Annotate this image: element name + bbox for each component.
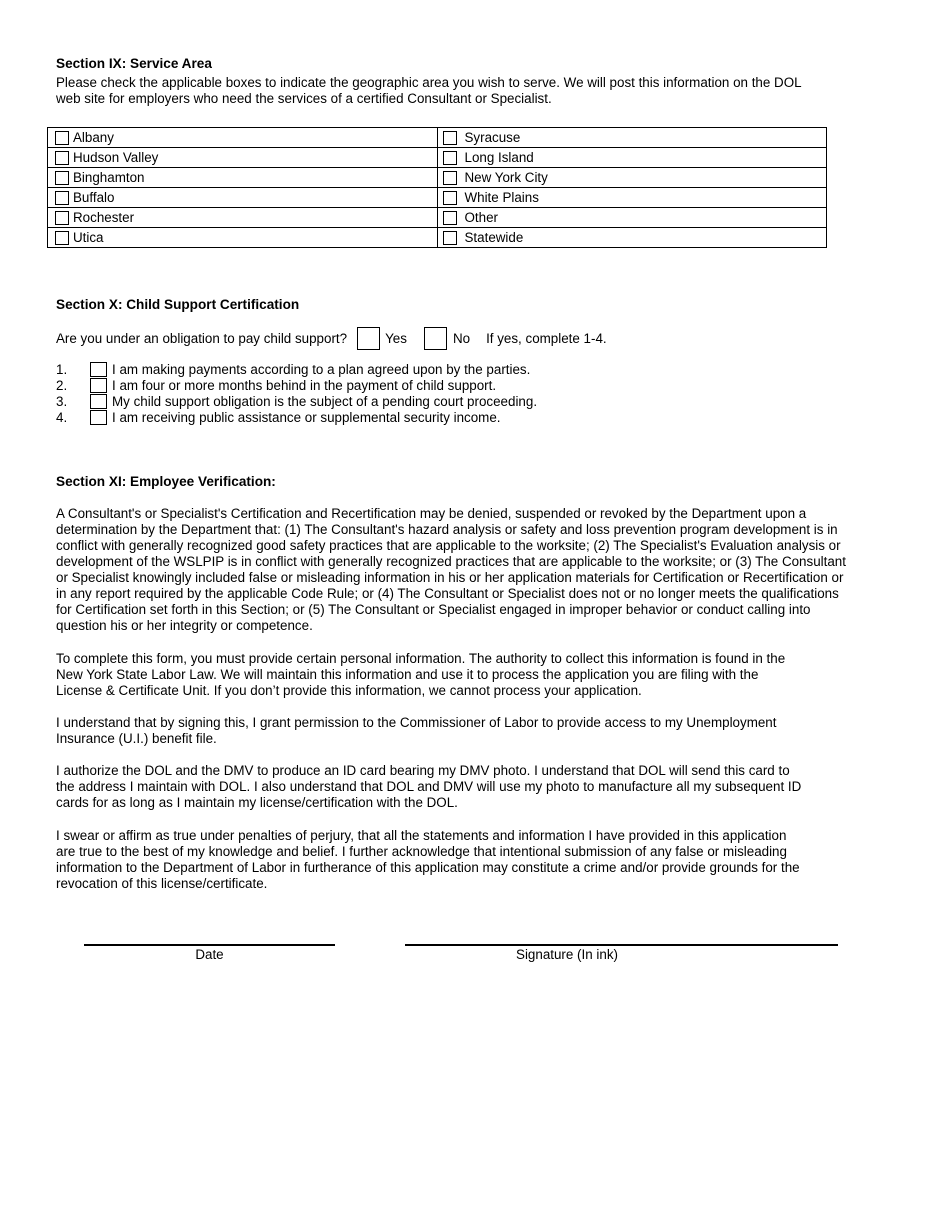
area-label: Hudson Valley (73, 150, 159, 165)
hudson-valley-checkbox[interactable] (55, 151, 69, 165)
area-label: Binghamton (73, 170, 145, 185)
paragraph-line: development of the WSLPIP is in conflict with generally recognized practices that are applicable to the worksite; or (3) The Consultant (56, 554, 846, 569)
table-row (48, 128, 827, 148)
paragraph-line: Insurance (U.I.) benefit file. (56, 731, 217, 746)
perjury-paragraph (56, 828, 800, 892)
section-ix-intro-line: Please check the applicable boxes to indicate the geographic area you wish to serve. We will post this information on the DOL (56, 75, 802, 90)
date-label: Date (195, 947, 224, 962)
item-text: I am four or more months behind in the payment of child support. (112, 377, 497, 393)
date-line[interactable] (84, 944, 335, 946)
id-card-paragraph (56, 763, 801, 811)
area-label: Statewide (464, 230, 524, 245)
statewide-checkbox[interactable] (443, 231, 457, 245)
paragraph-line: conflict with generally recognized good safety practices that are applicable to the worksite; (2) The Specialist's Evaluation analysis or (56, 538, 841, 553)
signature-label: Signature (In ink) (516, 947, 618, 962)
item-text: I am receiving public assistance or supplemental security income. (112, 409, 501, 425)
area-label: Buffalo (73, 190, 115, 205)
buffalo-checkbox[interactable] (55, 191, 69, 205)
paragraph-line: To complete this form, you must provide certain personal information. The authority to collect this information is found in the (56, 651, 786, 666)
paragraph-line: for Certification set forth in this Section; or (5) The Consultant or Specialist engaged in improper behavior or conduct calling into (56, 602, 811, 617)
paragraph-line: the address I maintain with DOL. I also understand that DOL and DMV will use my photo to manufacture all my subsequent ID (56, 779, 802, 794)
syracuse-checkbox[interactable] (443, 131, 457, 145)
list-item (56, 409, 501, 425)
area-label: Rochester (73, 210, 135, 225)
section-xi-heading: Section XI: Employee Verification: (56, 474, 276, 489)
ui-permission-paragraph (56, 715, 776, 747)
paragraph-line: question his or her integrity or competence. (56, 618, 313, 633)
certification-paragraph (56, 506, 846, 634)
area-label: Syracuse (464, 130, 521, 145)
yes-label: Yes (385, 330, 407, 346)
signature-line[interactable] (405, 944, 838, 946)
area-label: White Plains (464, 190, 539, 205)
list-item (56, 377, 496, 393)
paragraph-line: I understand that by signing this, I grant permission to the Commissioner of Labor to provide access to my Unemployment (56, 715, 777, 730)
item-1-checkbox[interactable] (90, 362, 107, 377)
area-label: Long Island (464, 150, 534, 165)
table-row (48, 148, 827, 168)
paragraph-line: License & Certificate Unit. If you don’t provide this information, we cannot process your application. (56, 683, 642, 698)
rochester-checkbox[interactable] (55, 211, 69, 225)
item-text: My child support obligation is the subject of a pending court proceeding. (112, 393, 538, 409)
paragraph-line: New York State Labor Law. We will maintain this information and use it to process the application you are filing with the (56, 667, 759, 682)
child-support-instruction: If yes, complete 1-4. (486, 330, 607, 346)
paragraph-line: or Specialist knowingly included false or misleading information in his or her application materials for Certification or Recertification or (56, 570, 844, 585)
list-item (56, 361, 530, 377)
child-support-question-row (56, 326, 607, 350)
paragraph-line: revocation of this license/certificate. (56, 876, 268, 891)
item-3-checkbox[interactable] (90, 394, 107, 409)
area-label: New York City (464, 170, 548, 185)
section-ix-intro (56, 75, 802, 107)
paragraph-line: I swear or affirm as true under penalties of perjury, that all the statements and information I have provided in this application (56, 828, 787, 843)
paragraph-line: in any report required by the applicable Code Rule; or (4) The Consultant or Specialist does not or no longer meets the qualifications (56, 586, 839, 601)
section-ix-heading: Section IX: Service Area (56, 56, 212, 71)
area-label: Other (464, 210, 498, 225)
paragraph-line: cards for as long as I maintain my license/certification with the DOL. (56, 795, 458, 810)
item-number: 1. (56, 361, 68, 377)
long-island-checkbox[interactable] (443, 151, 457, 165)
table-row (48, 188, 827, 208)
item-4-checkbox[interactable] (90, 410, 107, 425)
service-area-table (47, 127, 827, 248)
paragraph-line: are true to the best of my knowledge and belief. I further acknowledge that intentional submission of any false or misleading (56, 844, 787, 859)
item-text: I am making payments according to a plan agreed upon by the parties. (112, 361, 531, 377)
no-checkbox[interactable] (424, 327, 447, 350)
child-support-question: Are you under an obligation to pay child support? (56, 330, 348, 346)
paragraph-line: information to the Department of Labor in furtherance of this application may constitute a crime and/or provide grounds for the (56, 860, 800, 875)
area-label: Utica (73, 230, 104, 245)
albany-checkbox[interactable] (55, 131, 69, 145)
new-york-city-checkbox[interactable] (443, 171, 457, 185)
table-row (48, 168, 827, 188)
no-label: No (452, 330, 471, 346)
table-row (48, 228, 827, 248)
table-row (48, 208, 827, 228)
other-checkbox[interactable] (443, 211, 457, 225)
item-number: 2. (56, 377, 68, 393)
binghamton-checkbox[interactable] (55, 171, 69, 185)
paragraph-line: I authorize the DOL and the DMV to produce an ID card bearing my DMV photo. I understand that DOL will send this card to (56, 763, 790, 778)
section-x-heading: Section X: Child Support Certification (56, 297, 300, 312)
item-2-checkbox[interactable] (90, 378, 107, 393)
yes-checkbox[interactable] (357, 327, 380, 350)
list-item (56, 393, 537, 409)
paragraph-line: determination by the Department that: (1) The Consultant's hazard analysis or safety and loss prevention program development is in (56, 522, 838, 537)
white-plains-checkbox[interactable] (443, 191, 457, 205)
paragraph-line: A Consultant's or Specialist's Certification and Recertification may be denied, suspended or revoked by the Department upon a (56, 506, 807, 521)
area-label: Albany (73, 130, 114, 145)
item-number: 3. (56, 393, 68, 409)
utica-checkbox[interactable] (55, 231, 69, 245)
item-number: 4. (56, 409, 68, 425)
personal-info-paragraph (56, 651, 785, 699)
section-ix-intro-line: web site for employers who need the services of a certified Consultant or Specialist. (56, 91, 552, 106)
